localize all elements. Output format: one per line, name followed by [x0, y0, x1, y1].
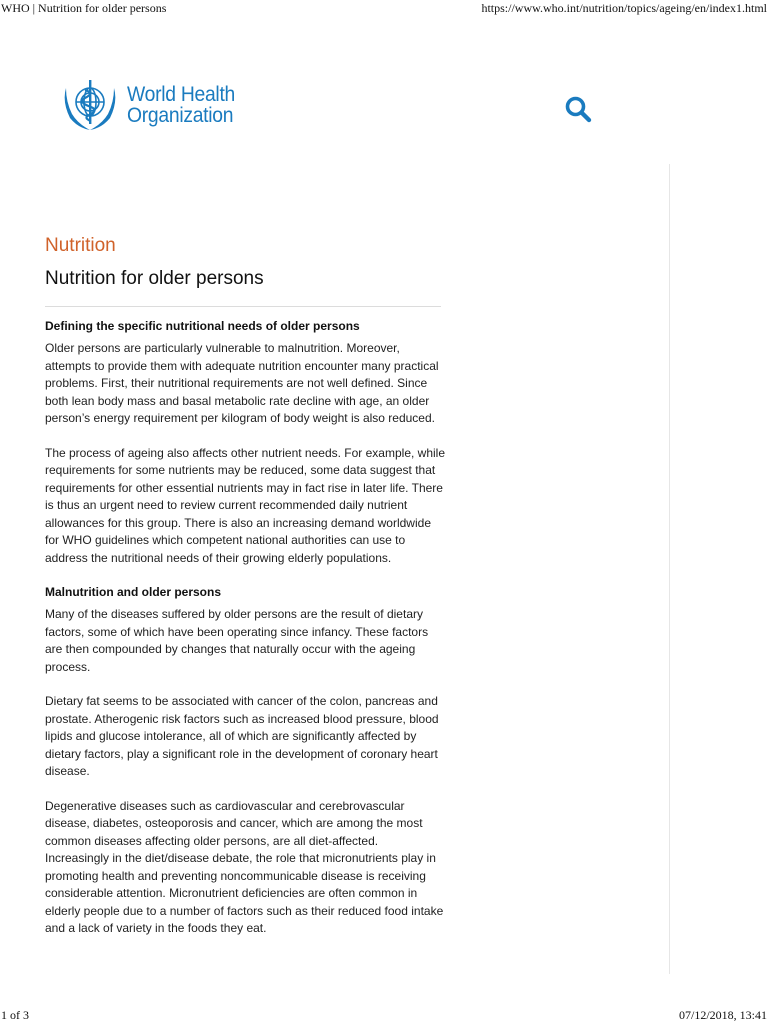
paragraph-1: Older persons are particularly vulnerable to malnutrition. Moreover, attempts to provide them with adequate nutrition encounter many practical problems. First, their nutritional requirements are not well defined. Since both lean body mass and basal metabolic rate decline with age, an older person’s energy requirement per kilogram of body weight is also reduced. [45, 341, 439, 425]
paragraph-2: The process of ageing also affects other nutrient needs. For example, while requirements for some nutrients may be reduced, some data suggest that requirements for other essential nutrients may in fact rise in later life. There is thus an urgent need to review current recommended daily nutrient allowances for this group. There is also an increasing demand worldwide for WHO guidelines which competent national authorities can use to address the nutritional needs of their growing elderly populations. [45, 445, 446, 565]
heading-malnutrition: Malnutrition and older persons [45, 585, 222, 599]
sidebar-divider [669, 164, 670, 974]
print-page-url: https://www.who.int/nutrition/topics/ageing/en/index1.html [481, 1, 767, 15]
article-body [45, 318, 445, 955]
logo-line-1: World Health [127, 83, 236, 106]
who-logo[interactable] [58, 74, 248, 134]
print-footer [0, 1008, 768, 1024]
paragraph-4: Dietary fat seems to be associated with cancer of the colon, pancreas and prostate. Atherogenic risk factors such as increased blood pressure, blood lipids and glucose intolerance, all of which are significantly affected by dietary factors, play a significant role in the development of coronary heart disease. [45, 694, 439, 778]
search-button[interactable] [563, 94, 593, 124]
print-header [0, 1, 768, 17]
page-title: Nutrition for older persons [45, 268, 264, 289]
search-icon [563, 94, 593, 124]
logo-wordmark [127, 84, 235, 126]
title-divider [45, 306, 441, 307]
print-datetime: 07/12/2018, 13:41 [678, 1008, 767, 1022]
print-page-title: WHO | Nutrition for older persons [1, 1, 167, 15]
section-title[interactable]: Nutrition [45, 235, 116, 256]
paragraph-5: Degenerative diseases such as cardiovascular and cerebrovascular disease, diabetes, osteoporosis and cancer, which are among the most common diseases affecting older persons, are all diet-affected. Increasingly in the diet/disease debate, the role that micronutrients play in promoting health and preventing noncommunicable disease is receiving considerable attention. Micronutrient deficiencies are often common in elderly people due to a number of factors such as their reduced food intake and a lack of variety in the foods they eat. [45, 798, 444, 935]
paragraph-3: Many of the diseases suffered by older persons are the result of dietary factors, some of which have been operating since infancy. These factors are then compounded by changes that naturally occur with the ageing process. [45, 607, 429, 674]
logo-line-2: Organization [127, 104, 234, 127]
un-emblem-icon [58, 74, 122, 134]
heading-nutritional-needs: Defining the specific nutritional needs of older persons [45, 319, 360, 333]
print-page-number: 1 of 3 [1, 1008, 29, 1022]
